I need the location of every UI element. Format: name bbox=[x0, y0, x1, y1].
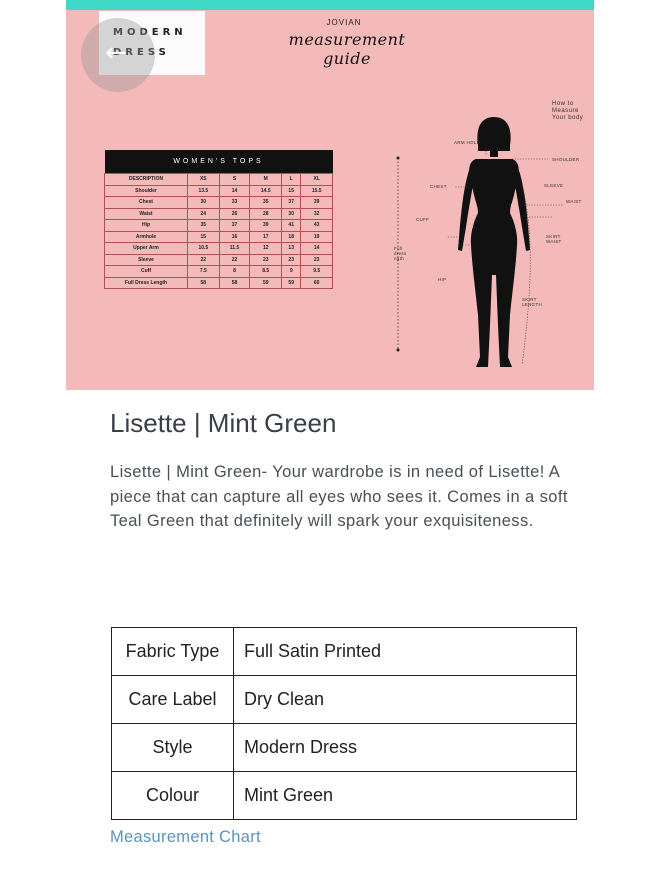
spec-value: Modern Dress bbox=[234, 724, 577, 772]
body-shape bbox=[469, 159, 519, 367]
line-endpoint bbox=[397, 157, 400, 160]
shoulder-label: SHOULDER bbox=[552, 157, 580, 162]
back-button[interactable] bbox=[81, 18, 155, 92]
spec-row bbox=[112, 772, 577, 820]
size-chart-row bbox=[105, 243, 333, 255]
size-chart-row bbox=[105, 266, 333, 278]
top-accent-strip bbox=[66, 0, 594, 10]
size-chart-cell: 16 bbox=[219, 231, 250, 243]
spec-label: Fabric Type bbox=[112, 628, 234, 676]
size-chart-cell: 13.5 bbox=[188, 185, 220, 197]
size-chart-cell: 18 bbox=[282, 231, 301, 243]
size-chart-cell: 22 bbox=[219, 254, 250, 266]
size-chart-cell: 30 bbox=[188, 197, 220, 209]
column-header: L bbox=[282, 174, 301, 186]
size-chart-cell: 15 bbox=[282, 185, 301, 197]
spec-row bbox=[112, 724, 577, 772]
body-measurement-figure bbox=[386, 95, 594, 380]
size-chart-cell: 41 bbox=[282, 220, 301, 232]
size-chart-cell: 15.5 bbox=[301, 185, 333, 197]
spec-row bbox=[112, 628, 577, 676]
size-chart-cell: 28 bbox=[250, 208, 282, 220]
neck-shape bbox=[490, 149, 498, 157]
skirt-waist-label bbox=[546, 234, 562, 244]
size-chart-cell: 23 bbox=[250, 254, 282, 266]
logo-line-2: DRESS bbox=[113, 47, 170, 58]
how-to-line: Measure bbox=[552, 108, 579, 114]
size-chart-row-label: Full Dress Length bbox=[105, 277, 188, 289]
size-chart-row bbox=[105, 220, 333, 232]
size-chart-row-label: Sleeve bbox=[105, 254, 188, 266]
size-chart-row-label: Waist bbox=[105, 208, 188, 220]
cuff-label: CUFF bbox=[416, 217, 430, 222]
size-chart-cell: 8.5 bbox=[250, 266, 282, 278]
skirt-waist-label-line: SKIRT bbox=[546, 234, 561, 239]
size-chart-cell: 43 bbox=[301, 220, 333, 232]
product-description: Lisette | Mint Green- Your wardrobe is in need of Lisette! A piece that can capture all eyes who sees it. Comes in a soft Teal Green that definitely will spark your exquisiteness. bbox=[110, 463, 568, 530]
spec-label: Style bbox=[112, 724, 234, 772]
brand-name: JOVIAN bbox=[326, 18, 362, 27]
how-to-line: Your body bbox=[552, 115, 584, 121]
column-header: XS bbox=[188, 174, 220, 186]
size-chart-row bbox=[105, 208, 333, 220]
skirt-length-label bbox=[522, 297, 542, 307]
size-chart-cell: 9 bbox=[282, 266, 301, 278]
head-shape bbox=[477, 117, 510, 151]
size-chart-row bbox=[105, 231, 333, 243]
size-chart-cell: 30 bbox=[282, 208, 301, 220]
size-chart-cell: 11.5 bbox=[219, 243, 250, 255]
size-chart-row-label: Shoulder bbox=[105, 185, 188, 197]
size-chart-cell: 35 bbox=[188, 220, 220, 232]
spec-label: Care Label bbox=[112, 676, 234, 724]
full-dress-length-label bbox=[394, 246, 407, 261]
size-chart-cell: 59 bbox=[250, 277, 282, 289]
size-chart-cell: 39 bbox=[301, 197, 333, 209]
size-chart-cell: 17 bbox=[250, 231, 282, 243]
skirt-waist-label-line: WAIST bbox=[546, 239, 562, 244]
waist-label: WAIST bbox=[566, 199, 582, 204]
size-chart-cell: 32 bbox=[301, 208, 333, 220]
size-chart-table bbox=[104, 150, 333, 289]
size-chart-row bbox=[105, 197, 333, 209]
size-chart-row-label: Upper Arm bbox=[105, 243, 188, 255]
size-chart-cell: 58 bbox=[219, 277, 250, 289]
size-chart-cell: 19 bbox=[301, 231, 333, 243]
spec-row bbox=[112, 676, 577, 724]
sleeve-label: SLEEVE bbox=[544, 183, 564, 188]
size-chart-cell: 10.5 bbox=[188, 243, 220, 255]
measurement-guide-image bbox=[66, 0, 594, 390]
size-chart-row-label: Cuff bbox=[105, 266, 188, 278]
product-title: Lisette | Mint Green bbox=[110, 408, 337, 438]
size-chart-cell: 8 bbox=[219, 266, 250, 278]
column-header: M bbox=[250, 174, 282, 186]
hip-label: HIP bbox=[438, 277, 447, 282]
line-endpoint bbox=[397, 349, 400, 352]
size-chart-row bbox=[105, 254, 333, 266]
arm-hole-label: ARM HOLE bbox=[454, 140, 480, 145]
size-chart-row-label: Chest bbox=[105, 197, 188, 209]
body-silhouette-svg bbox=[386, 95, 594, 380]
size-chart-cell: 14.5 bbox=[250, 185, 282, 197]
size-chart-cell: 33 bbox=[219, 197, 250, 209]
size-chart-cell: 59 bbox=[282, 277, 301, 289]
size-chart-cell: 14 bbox=[219, 185, 250, 197]
spec-value: Dry Clean bbox=[234, 676, 577, 724]
full-dress-length-line: dress bbox=[394, 251, 407, 256]
size-chart-body bbox=[105, 185, 333, 289]
size-chart-row bbox=[105, 277, 333, 289]
size-chart-cell: 23 bbox=[301, 254, 333, 266]
size-chart-row bbox=[105, 185, 333, 197]
size-chart-cell: 37 bbox=[282, 197, 301, 209]
size-chart-cell: 39 bbox=[250, 220, 282, 232]
size-chart-title: WOMEN'S TOPS bbox=[105, 150, 333, 174]
size-chart-cell: 26 bbox=[219, 208, 250, 220]
arrow-left-icon: ← bbox=[105, 38, 127, 68]
measurement-chart-link[interactable]: Measurement Chart bbox=[110, 828, 261, 846]
column-header: S bbox=[219, 174, 250, 186]
size-chart-cell: 23 bbox=[282, 254, 301, 266]
size-chart-cell: 58 bbox=[188, 277, 220, 289]
skirt-length-label-line: SKIRT bbox=[522, 297, 537, 302]
size-chart-row-label: Hip bbox=[105, 220, 188, 232]
chest-label: CHEST bbox=[430, 184, 447, 189]
guide-title: measurement guide bbox=[288, 30, 406, 68]
size-chart-cell: 35 bbox=[250, 197, 282, 209]
size-chart-header-row bbox=[105, 174, 333, 186]
size-chart-cell: 15 bbox=[188, 231, 220, 243]
size-chart-cell: 14 bbox=[301, 243, 333, 255]
logo-line-1: MODERN bbox=[113, 27, 187, 38]
spec-value: Full Satin Printed bbox=[234, 628, 577, 676]
size-chart-cell: 13 bbox=[282, 243, 301, 255]
size-chart-cell: 24 bbox=[188, 208, 220, 220]
size-chart-cell: 12 bbox=[250, 243, 282, 255]
full-dress-length-line: ngth bbox=[394, 256, 404, 261]
size-chart-cell: 60 bbox=[301, 277, 333, 289]
column-header: DESCRIPTION bbox=[105, 174, 188, 186]
size-chart-cell: 22 bbox=[188, 254, 220, 266]
how-to-line: How to bbox=[552, 101, 574, 107]
size-chart-cell: 37 bbox=[219, 220, 250, 232]
column-header: XL bbox=[301, 174, 333, 186]
spec-label: Colour bbox=[112, 772, 234, 820]
size-chart-row-label: Armhole bbox=[105, 231, 188, 243]
spec-value: Mint Green bbox=[234, 772, 577, 820]
product-specs-table bbox=[111, 627, 577, 820]
size-chart-cell: 7.5 bbox=[188, 266, 220, 278]
size-chart-cell: 9.5 bbox=[301, 266, 333, 278]
skirt-length-label-line: LENGTH bbox=[522, 302, 543, 307]
full-dress-length-line: Full bbox=[394, 246, 403, 251]
